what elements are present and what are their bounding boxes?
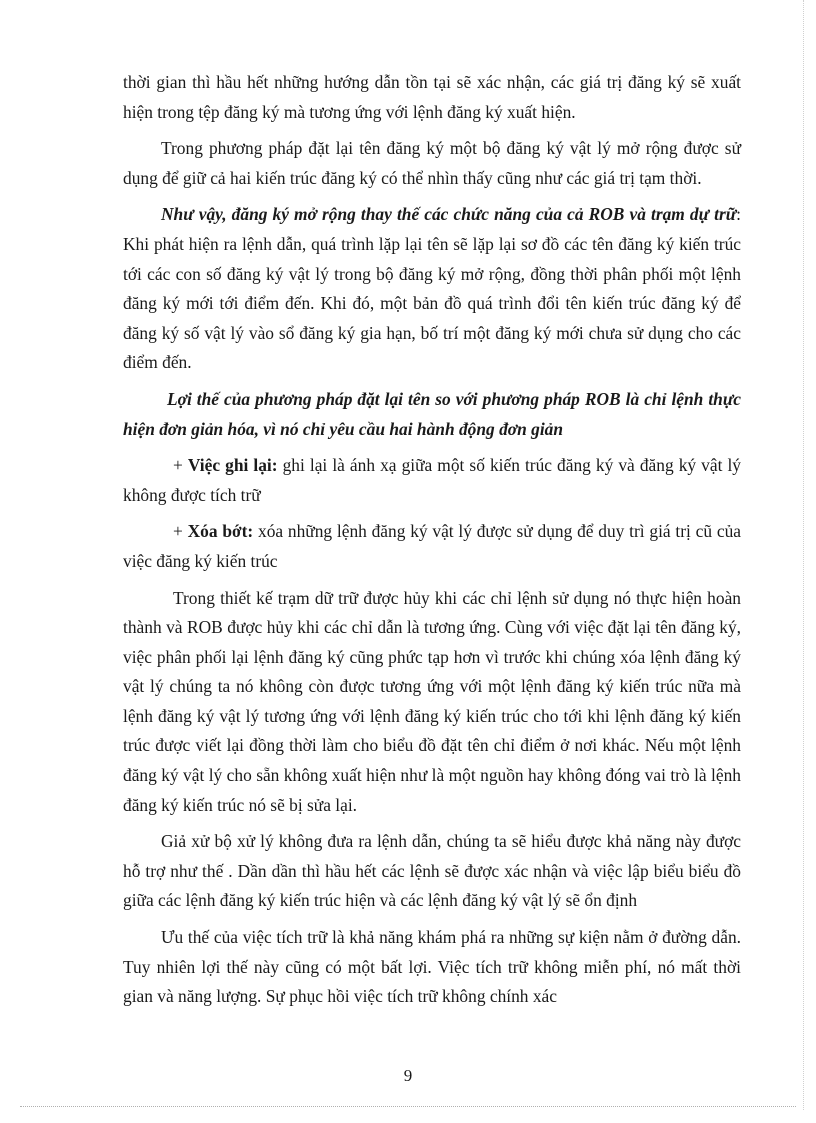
bullet-plus: + <box>173 455 188 476</box>
emphasis-text: Như vậy, đăng ký mở rộng thay thế các chức năng của cả ROB và trạm dự trữ <box>161 204 737 225</box>
item-label: Xóa bớt: <box>187 521 254 542</box>
paragraph-continuation: thời gian thì hầu hết những hướng dẫn tồn tại sẽ xác nhận, các giá trị đăng ký sẽ xuất hiện trong tệp đăng ký mà tương ứng với lệnh đăng ký xuất hiện. <box>123 72 741 122</box>
page-number: 9 <box>403 1066 413 1085</box>
right-margin-guide <box>803 0 804 1110</box>
item-text: ghi lại là ánh xạ giữa một số kiến trúc đăng ký và đăng ký vật lý không được tích trữ <box>123 455 741 505</box>
paragraph-reservation-station: Trong thiết kế trạm dữ trữ được hủy khi các chỉ lệnh sử dụng nó thực hiện hoàn thành và ROB được hủy khi các chỉ dẫn là tương ứng. Cùng với việc đặt lại tên đăng ký, việc phân phối lại lệnh đăng ký cũng phức tạp hơn vì trước khi chúng xóa lệnh đăng ký vật lý chúng ta nó không còn được tương ứng với một lệnh đăng ký kiến trúc nữa mà lệnh đăng ký vật lý tương ứng với lệnh đăng ký kiến trúc cho tới khi lệnh đăng ký kiến trúc được viết lại đồng thời làm cho biểu đồ đặt tên chỉ điểm ở nơi khác. Nếu một lệnh đăng ký vật lý cho sẵn không xuất hiện như là một nguồn hay không đóng vai trò là lệnh đăng ký kiến trúc nó sẽ bị sửa lại. <box>123 587 741 815</box>
footer-divider <box>20 1106 796 1107</box>
paragraph-extended-register <box>123 200 741 378</box>
list-item-record <box>123 451 741 510</box>
list-item-delete <box>123 517 741 576</box>
paragraph-advantage-heading: Lợi thế của phương pháp đặt lại tên so với phương pháp ROB là chỉ lệnh thực hiện đơn giản hóa, vì nó chỉ yêu cầu hai hành động đơn giản <box>123 388 741 439</box>
page-body <box>123 68 741 1012</box>
paragraph-speculation-advantage: Ưu thế của việc tích trữ là khả năng khám phá ra những sự kiện nằm ở đường dẫn. Tuy nhiên lợi thế này cũng có một bất lợi. Việc tích trữ không miễn phí, nó mất thời gian và năng lượng. Sự phục hồi việc tích trữ không chính xác <box>123 927 741 1007</box>
bullet-plus: + <box>173 521 188 542</box>
paragraph-processor-assumption: Giả xử bộ xử lý không đưa ra lệnh dẫn, chúng ta sẽ hiểu được khả năng này được hỗ trợ như thế . Dần dần thì hầu hết các lệnh sẽ được xác nhận và việc lập biểu biểu đồ giữa các lệnh đăng ký kiến trúc hiện và các lệnh đăng ký vật lý sẽ ổn định <box>123 831 741 911</box>
paragraph-text: : Khi phát hiện ra lệnh dẫn, quá trình lặp lại tên sẽ lặp lại sơ đồ các tên đăng ký kiến trúc tới các con số đăng ký vật lý trong bộ đăng ký mở rộng, đồng thời phân phối một lệnh đăng ký mới tới điểm đến. Khi đó, một bản đồ quá trình đổi tên kiến trúc đăng ký để đăng ký số vật lý vào sổ đăng ký gia hạn, bố trí một đăng ký mới chưa sử dụng cho các điểm đến. <box>123 204 741 373</box>
item-label: Việc ghi lại: <box>187 455 278 476</box>
item-text: xóa những lệnh đăng ký vật lý được sử dụng để duy trì giá trị cũ của việc đăng ký kiến trúc <box>123 521 741 571</box>
paragraph-rename-method: Trong phương pháp đặt lại tên đăng ký một bộ đăng ký vật lý mở rộng được sử dụng để giữ cả hai kiến trúc đăng ký có thể nhìn thấy cũng như các giá trị tạm thời. <box>123 138 741 188</box>
